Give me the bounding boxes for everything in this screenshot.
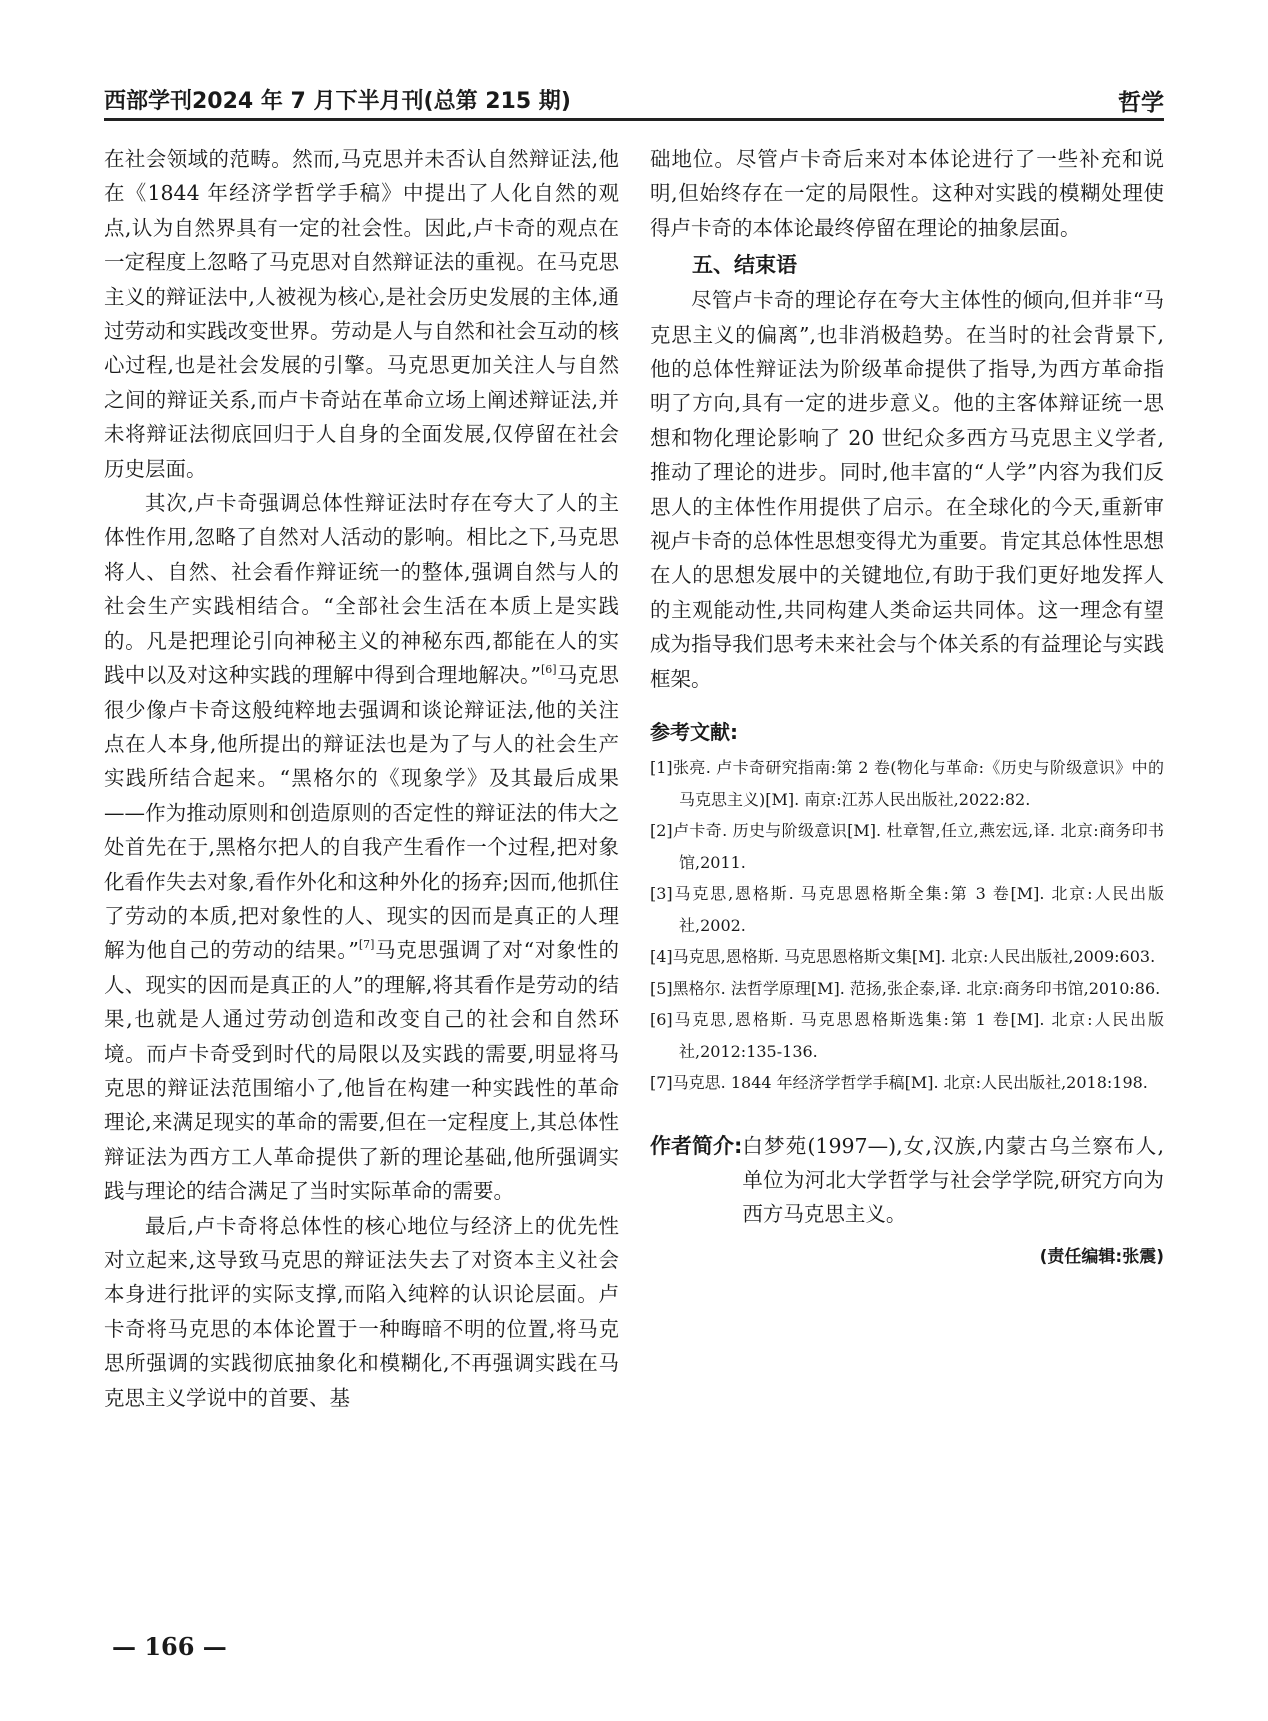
right-column bbox=[650, 142, 1164, 1274]
left-column bbox=[104, 142, 619, 1415]
page-header bbox=[104, 84, 1164, 121]
section-heading: 五、结束语 bbox=[692, 253, 797, 278]
reference-item: [4]马克思,恩格斯. 马克思恩格斯文集[M]. 北京:人民出版社,2009:603. bbox=[650, 947, 1156, 967]
paragraph-text: 其次,卢卡奇强调总体性辩证法时存在夸大了人的主体性作用,忽略了自然对人活动的影响。相比之下,马克思将人、自然、社会看作辩证统一的整体,强调自然与人的社会生产实践相结合。“全部社会生活在本质上是实践的。凡是把理论引向神秘主义的神秘东西,都能在人的实践中以及对这种实践的理解中得到合理地解决。” bbox=[104, 491, 619, 688]
page-number: — 166 — bbox=[112, 1632, 227, 1661]
paragraph: 尽管卢卡奇的理论存在夸大主体性的倾向,但并非“马克思主义的偏离”,也非消极趋势。在当时的社会背景下,他的总体性辩证法为阶级革命提供了指导,为西方革命指明了方向,具有一定的进步意义。他的主客体辩证统一思想和物化理论影响了 20 世纪众多西方马克思主义学者,推动了理论的进步。同时,他丰富的“人学”内容为我们反思人的主体性作用提供了启示。在全球化的今天,重新审视卢卡奇的总体性思想变得尤为重要。肯定其总体性思想在人的思想发展中的关键地位,有助于我们更好地发挥人的主观能动性,共同构建人类命运共同体。这一理念有望成为指导我们思考未来社会与个体关系的有益理论与实践框架。 bbox=[650, 288, 1164, 691]
paragraph: 在社会领域的范畴。然而,马克思并未否认自然辩证法,他在《1844 年经济学哲学手稿》中提出了人化自然的观点,认为自然界具有一定的社会性。因此,卢卡奇的观点在一定程度上忽略了马克思对自然辩证法的重视。在马克思主义的辩证法中,人被视为核心,是社会历史发展的主体,通过劳动和实践改变世界。劳动是人与自然和社会互动的核心过程,也是社会发展的引擎。马克思更加关注人与自然之间的辩证关系,而卢卡奇站在革命立场上阐述辩证法,并未将辩证法彻底回归于人自身的全面发展,仅停留在社会历史层面。 bbox=[104, 147, 619, 481]
reference-item: [7]马克思. 1844 年经济学哲学手稿[M]. 北京:人民出版社,2018:198. bbox=[650, 1073, 1148, 1093]
paragraph bbox=[104, 486, 619, 1209]
reference-item: [3]马克思,恩格斯. 马克思恩格斯全集:第 3 卷[M]. 北京:人民出版社,2002. bbox=[650, 884, 1164, 935]
paragraph-text: 马克思强调了对“对象性的人、现实的因而是真正的人”的理解,将其看作是劳动的结果,也就是人通过劳动创造和改变自己的社会和自然环境。而卢卡奇受到时代的局限以及实践的需要,明显将马克思的辩证法范围缩小了,他旨在构建一种实践性的革命理论,来满足现实的革命的需要,但在一定程度上,其总体性辩证法为西方工人革命提供了新的理论基础,他所强调实践与理论的结合满足了当时实际革命的需要。 bbox=[104, 938, 619, 1204]
reference-item: [2]卢卡奇. 历史与阶级意识[M]. 杜章智,任立,燕宏远,译. 北京:商务印书馆,2011. bbox=[650, 821, 1164, 872]
reference-list bbox=[650, 752, 1164, 1099]
paragraph: 础地位。尽管卢卡奇后来对本体论进行了一些补充和说明,但始终存在一定的局限性。这种对实践的模糊处理使得卢卡奇的本体论最终停留在理论的抽象层面。 bbox=[650, 147, 1164, 240]
reference-item: [1]张亮. 卢卡奇研究指南:第 2 卷(物化与革命:《历史与阶级意识》中的马克思主义)[M]. 南京:江苏人民出版社,2022:82. bbox=[650, 758, 1164, 809]
citation-ref: [6] bbox=[541, 663, 557, 677]
paragraph-text: 马克思很少像卢卡奇这般纯粹地去强调和谈论辩证法,他的关注点在人本身,他所提出的辩证法也是为了与人的社会生产实践所结合起来。“黑格尔的《现象学》及其最后成果——作为推动原则和创造原则的否定性的辩证法的伟大之处首先在于,黑格尔把人的自我产生看作一个过程,把对象化看作失去对象,看作外化和这种外化的扬弃;因而,他抓住了劳动的本质,把对象性的人、现实的因而是真正的人理解为他自己的劳动的结果。” bbox=[104, 663, 620, 963]
citation-ref: [7] bbox=[358, 938, 375, 952]
author-bio bbox=[650, 1129, 1164, 1232]
section-label: 哲学 bbox=[1118, 90, 1164, 116]
reference-item: [6]马克思,恩格斯. 马克思恩格斯选集:第 1 卷[M]. 北京:人民出版社,2012:135-136. bbox=[650, 1010, 1164, 1061]
responsible-editor: (责任编辑:张震) bbox=[1039, 1246, 1164, 1267]
author-label: 作者简介: bbox=[650, 1133, 743, 1158]
paragraph: 最后,卢卡奇将总体性的核心地位与经济上的优先性对立起来,这导致马克思的辩证法失去了对资本主义社会本身进行批评的实际支撑,而陷入纯粹的认识论层面。卢卡奇将马克思的本体论置于一种晦暗不明的位置,将马克思所强调的实践彻底抽象化和模糊化,不再强调实践在马克思主义学说中的首要、基 bbox=[104, 1213, 619, 1410]
author-text: 白梦苑(1997—),女,汉族,内蒙古乌兰察布人,单位为河北大学哲学与社会学学院,研究方向为西方马克思主义。 bbox=[742, 1133, 1164, 1227]
reference-item: [5]黑格尔. 法哲学原理[M]. 范扬,张企泰,译. 北京:商务印书馆,2010:86. bbox=[650, 978, 1161, 998]
references-heading: 参考文献: bbox=[650, 720, 738, 745]
journal-masthead: 西部学刊2024 年 7 月下半月刊(总第 215 期) bbox=[104, 89, 571, 114]
